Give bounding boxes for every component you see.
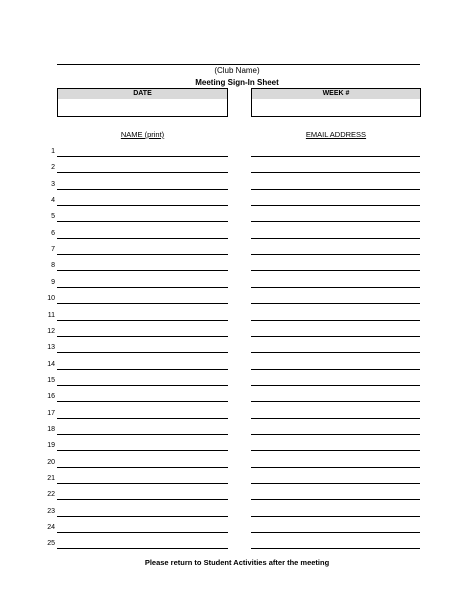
row-number: 6 (51, 230, 55, 237)
name-line[interactable] (57, 532, 228, 533)
row-number: 22 (47, 491, 55, 498)
club-name: (Club Name) (214, 66, 260, 75)
row-number: 7 (51, 246, 55, 253)
email-line[interactable] (251, 434, 420, 435)
name-line[interactable] (57, 205, 228, 206)
name-column-header: NAME (print) (120, 130, 165, 139)
email-line[interactable] (251, 483, 420, 484)
email-line[interactable] (251, 205, 420, 206)
email-line[interactable] (251, 172, 420, 173)
row-number: 5 (51, 213, 55, 220)
row-number: 17 (47, 410, 55, 417)
row-number: 19 (47, 442, 55, 449)
email-line[interactable] (251, 516, 420, 517)
row-number: 11 (47, 312, 55, 319)
row-number: 10 (47, 295, 55, 302)
row-number: 15 (47, 377, 55, 384)
email-line[interactable] (251, 467, 420, 468)
name-line[interactable] (57, 270, 228, 271)
footer-note: Please return to Student Activities after the meeting (144, 558, 330, 567)
row-number: 8 (51, 262, 55, 269)
name-line[interactable] (57, 172, 228, 173)
row-number: 14 (47, 361, 55, 368)
name-line[interactable] (57, 303, 228, 304)
email-line[interactable] (251, 270, 420, 271)
email-line[interactable] (251, 548, 420, 549)
week-box[interactable] (251, 88, 421, 117)
email-line[interactable] (251, 369, 420, 370)
email-line[interactable] (251, 499, 420, 500)
name-line[interactable] (57, 516, 228, 517)
row-number: 16 (47, 393, 55, 400)
email-line[interactable] (251, 287, 420, 288)
name-line[interactable] (57, 434, 228, 435)
row-number: 24 (47, 524, 55, 531)
email-line[interactable] (251, 401, 420, 402)
club-name-rule (57, 64, 420, 65)
name-line[interactable] (57, 401, 228, 402)
row-number: 9 (51, 279, 55, 286)
name-line[interactable] (57, 320, 228, 321)
row-number: 21 (47, 475, 55, 482)
name-line[interactable] (57, 483, 228, 484)
name-line[interactable] (57, 189, 228, 190)
email-line[interactable] (251, 254, 420, 255)
row-number: 12 (47, 328, 55, 335)
email-line[interactable] (251, 418, 420, 419)
row-number: 13 (47, 344, 55, 351)
email-line[interactable] (251, 385, 420, 386)
email-column-header: EMAIL ADDRESS (305, 130, 367, 139)
name-line[interactable] (57, 336, 228, 337)
row-number: 3 (51, 181, 55, 188)
name-line[interactable] (57, 221, 228, 222)
email-line[interactable] (251, 532, 420, 533)
row-number: 18 (47, 426, 55, 433)
row-number: 23 (47, 508, 55, 515)
name-line[interactable] (57, 499, 228, 500)
name-line[interactable] (57, 287, 228, 288)
name-line[interactable] (57, 238, 228, 239)
email-line[interactable] (251, 238, 420, 239)
email-line[interactable] (251, 303, 420, 304)
week-label: WEEK # (252, 89, 420, 99)
name-line[interactable] (57, 418, 228, 419)
email-line[interactable] (251, 336, 420, 337)
date-box[interactable] (57, 88, 228, 117)
name-line[interactable] (57, 156, 228, 157)
date-label: DATE (58, 89, 227, 99)
name-line[interactable] (57, 548, 228, 549)
email-line[interactable] (251, 320, 420, 321)
name-line[interactable] (57, 254, 228, 255)
name-line[interactable] (57, 467, 228, 468)
email-line[interactable] (251, 352, 420, 353)
name-line[interactable] (57, 385, 228, 386)
name-line[interactable] (57, 352, 228, 353)
row-number: 2 (51, 164, 55, 171)
email-line[interactable] (251, 156, 420, 157)
email-line[interactable] (251, 221, 420, 222)
row-number: 25 (47, 540, 55, 547)
row-number: 20 (47, 459, 55, 466)
email-line[interactable] (251, 189, 420, 190)
name-line[interactable] (57, 450, 228, 451)
name-line[interactable] (57, 369, 228, 370)
row-number: 4 (51, 197, 55, 204)
email-line[interactable] (251, 450, 420, 451)
row-number: 1 (51, 148, 55, 155)
page-title: Meeting Sign-In Sheet (195, 78, 279, 87)
